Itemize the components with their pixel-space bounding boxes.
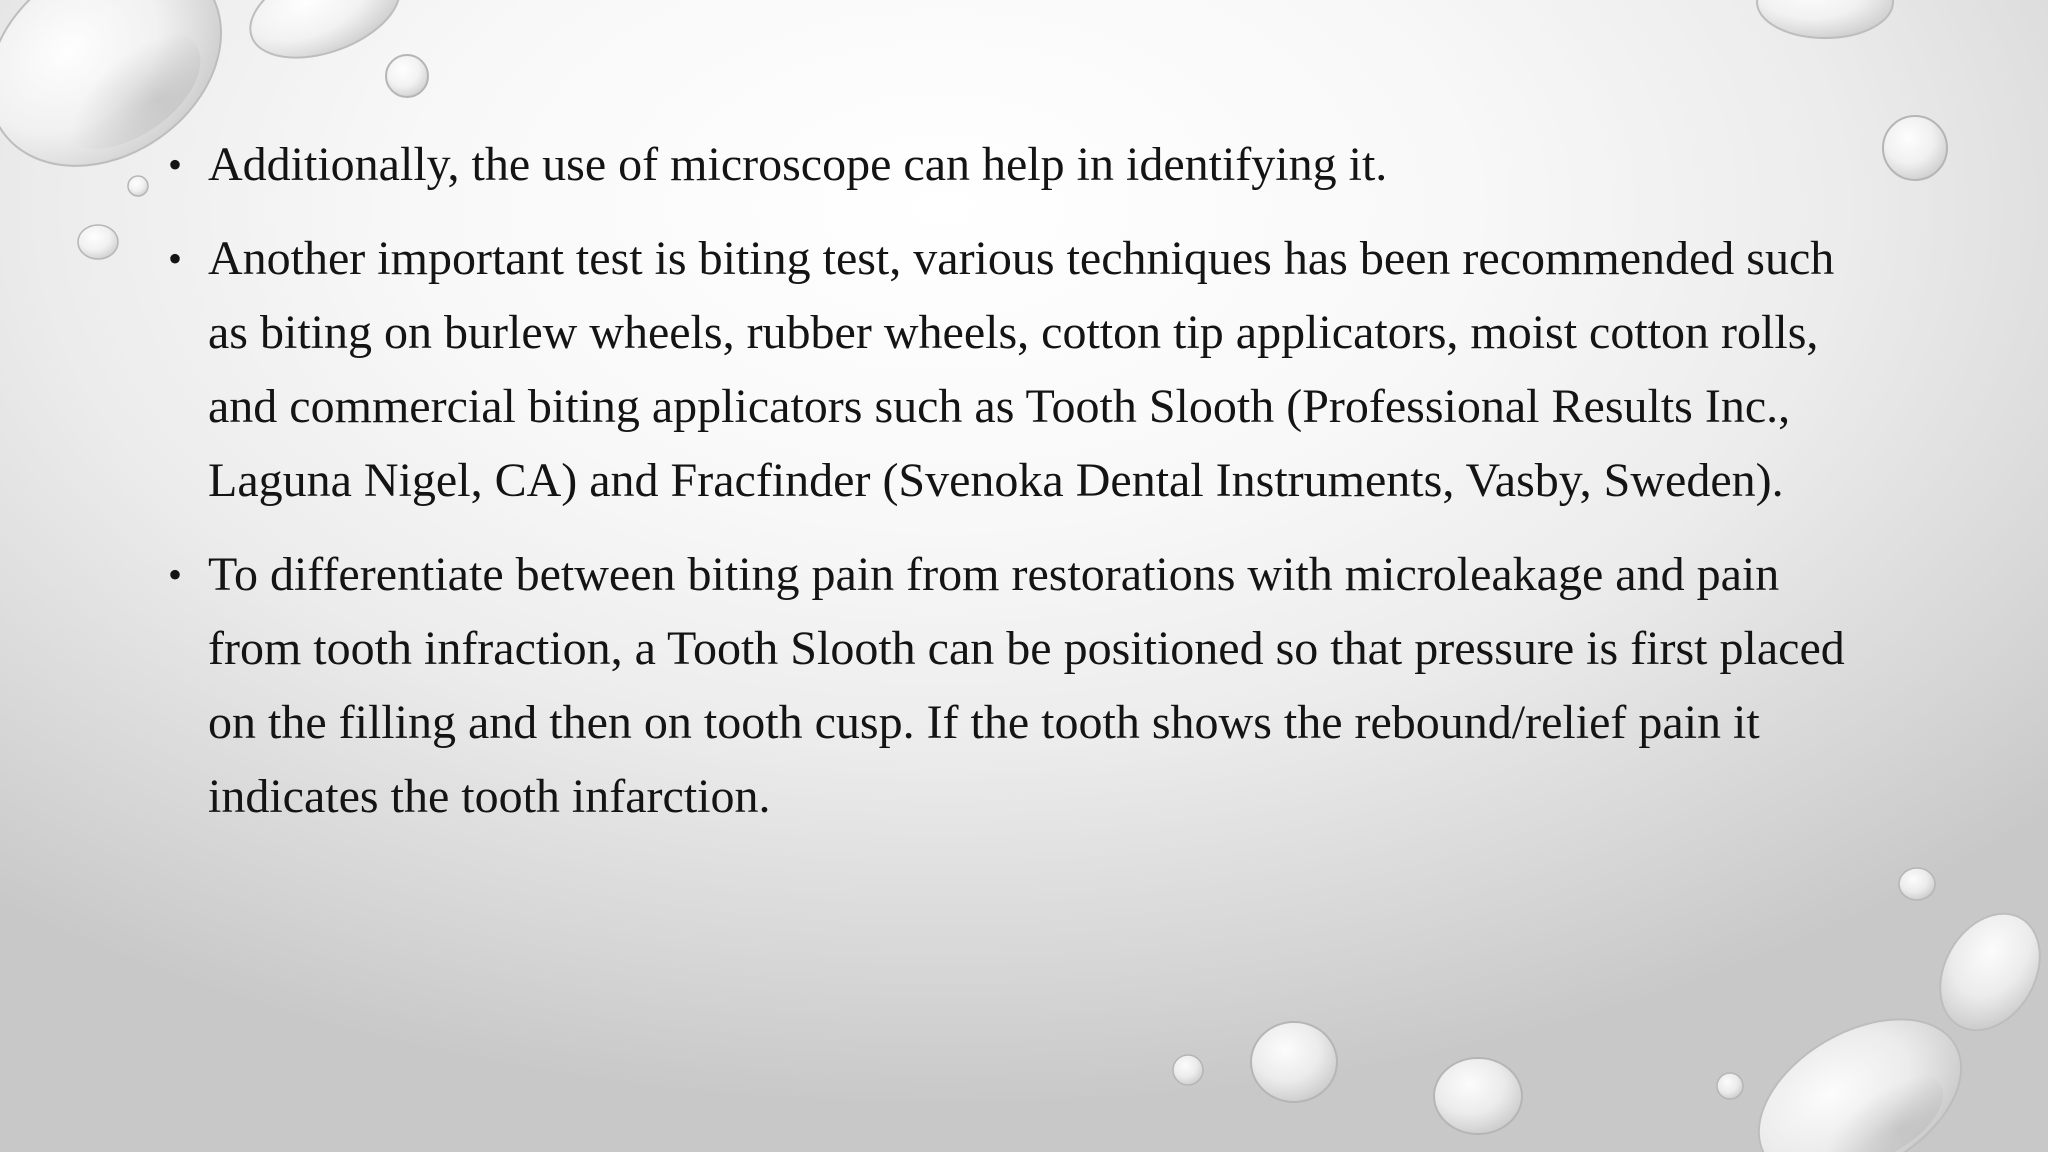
water-drop-icon xyxy=(1899,868,1935,900)
water-drop-icon xyxy=(1717,1073,1743,1099)
water-drop-icon xyxy=(1173,1055,1203,1085)
bullet-marker: • xyxy=(168,552,183,597)
bullet-item-microscope xyxy=(160,128,1860,202)
bullet-item-biting-test xyxy=(160,222,1860,518)
water-drop-icon xyxy=(386,55,428,97)
water-drop-icon xyxy=(1251,1022,1337,1102)
water-drop-icon xyxy=(78,225,118,259)
bullet-marker: • xyxy=(168,142,183,187)
water-drop-icon xyxy=(237,0,412,76)
slide-content xyxy=(160,128,1860,854)
bullet-marker: • xyxy=(168,236,183,281)
water-drop-icon xyxy=(1757,0,1893,38)
bullet-item-differentiate xyxy=(160,538,1860,834)
water-drop-icon xyxy=(1883,116,1947,180)
bullet-text: To differentiate between biting pain from restorations with microleakage and pain from tooth infraction, a Tooth Slooth can be positioned so that pressure is first placed on the filling and then on tooth cusp. If the tooth shows the rebound/relief pain it indicates the tooth infarction. xyxy=(208,548,1845,823)
bullet-list xyxy=(160,128,1860,834)
bullet-text: Additionally, the use of microscope can help in identifying it. xyxy=(208,138,1388,191)
water-drop-icon xyxy=(128,176,148,196)
water-drop-icon xyxy=(1920,896,2048,1048)
water-drop-icon xyxy=(1434,1058,1522,1134)
bullet-text: Another important test is biting test, various techniques has been recommended such as biting on burlew wheels, rubber wheels, cotton tip applicators, moist cotton rolls, and commercial biting applicators such as Tooth Slooth (Professional Results Inc., Laguna Nigel, CA) and Fracfinder (Svenoka Dental Instruments, Vasby, Sweden). xyxy=(208,232,1835,507)
